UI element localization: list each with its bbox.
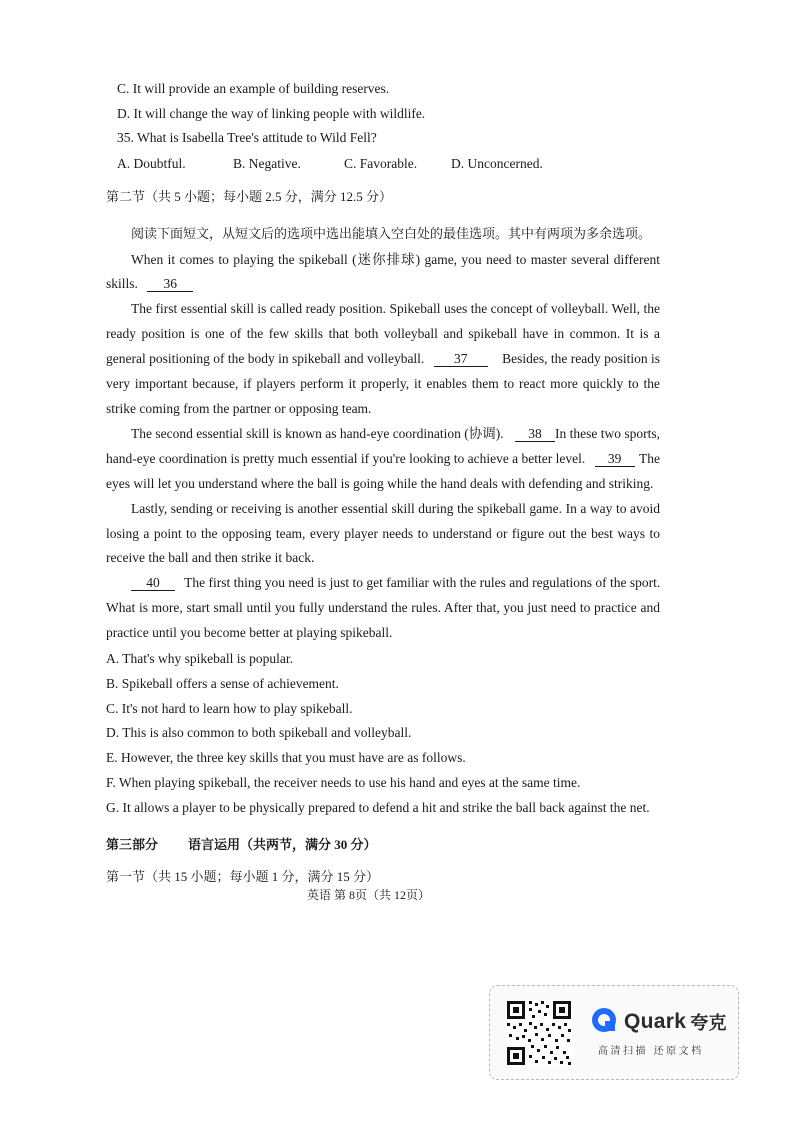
para2-line5: strike coming from the partner or opposing team. — [106, 401, 372, 416]
para2-line3-end: Besides, the ready position is — [502, 351, 660, 366]
blank-40: 40 — [131, 575, 175, 591]
para5-line3: practice until you become better at playing spikeball. — [106, 625, 393, 640]
quark-logo-icon — [590, 1006, 618, 1039]
para4-line2: losing a point to the opposing team, every player needs to understand or figure out the best ways to — [106, 526, 660, 541]
para2-line1: The first essential skill is called ready position. Spikeball uses the concept of volleyball. Well, the — [131, 301, 660, 316]
quark-tagline: 高清扫描 还原文档 — [598, 1046, 704, 1057]
option-e: E. However, the three key skills that you must have are as follows. — [106, 750, 466, 765]
option-c: C. It's not hard to learn how to play spikeball. — [106, 701, 353, 716]
para4-line3: receive the ball and then strike it back. — [106, 550, 315, 565]
option-b: B. Spikeball offers a sense of achievement. — [106, 676, 339, 691]
para5-line1 — [131, 574, 660, 592]
para5-line2: What is more, start small until you fully understand the rules. After that, you just need to practice and — [106, 600, 660, 615]
section-2-heading: 第二节（共 5 小题；每小题 2.5 分，满分 12.5 分） — [106, 189, 393, 204]
para2-line4: very important because, if players perform it properly, it enables them to react more quickly to the — [106, 376, 660, 391]
para3-line1-start: The second essential skill is known as hand-eye coordination (协调). — [131, 426, 504, 441]
blank-37: 37 — [434, 351, 488, 367]
instructions: 阅读下面短文，从短文后的选项中选出能填入空白处的最佳选项。其中有两项为多余选项。 — [131, 226, 652, 241]
para1-text: skills. — [106, 276, 138, 291]
quark-scan-badge — [489, 985, 739, 1080]
para3-line2-start: hand-eye coordination is pretty much essential if you're looking to achieve a better level. — [106, 451, 586, 466]
para1-line1: When it comes to playing the spikeball (迷你排球) game, you need to master several different — [131, 252, 660, 267]
para1-line2 — [106, 275, 193, 293]
option-d: D. This is also common to both spikeball and volleyball. — [106, 725, 412, 740]
option-a: A. That's why spikeball is popular. — [106, 651, 294, 666]
blank-38: 38 — [515, 426, 555, 442]
option-q34-d: D. It will change the way of linking people with wildlife. — [117, 106, 426, 121]
blank-36: 36 — [147, 276, 193, 292]
quark-brand-name: Quark — [624, 1010, 687, 1033]
part3-title: 第三部分 — [106, 837, 159, 852]
blank-39: 39 — [595, 451, 635, 467]
para4-line1: Lastly, sending or receiving is another essential skill during the spikeball game. In a way to avoid — [131, 501, 660, 516]
para3-line1-end: In these two sports, — [555, 426, 660, 441]
para3-line2 — [106, 450, 660, 468]
para3-line3: eyes will let you understand where the ball is going while the hand deals with defending and striking. — [106, 476, 654, 491]
q35-option-b: B. Negative. — [233, 156, 301, 171]
para5-line1-text: The first thing you need is just to get familiar with the rules and regulations of the sport. — [184, 575, 661, 590]
quark-brand — [590, 1006, 727, 1038]
option-g: G. It allows a player to be physically prepared to defend a hit and strike the ball back against the net. — [106, 800, 650, 815]
page-footer: 英语 第 8页（共 12页） — [307, 888, 431, 902]
q35-option-d: D. Unconcerned. — [451, 156, 543, 171]
para2-line3-start: general positioning of the body in spikeball and volleyball. — [106, 351, 425, 366]
para3-line1 — [131, 425, 660, 443]
q35-option-a: A. Doubtful. — [117, 156, 186, 171]
option-q34-c: C. It will provide an example of building reserves. — [117, 81, 390, 96]
para2-line3 — [106, 350, 660, 368]
q35-option-c: C. Favorable. — [344, 156, 418, 171]
para3-line2-end: The — [639, 451, 660, 466]
section-1-heading: 第一节（共 15 小题；每小题 1 分，满分 15 分） — [106, 869, 380, 884]
question-35: 35. What is Isabella Tree's attitude to Wild Fell? — [117, 130, 377, 145]
quark-brand-cn: 夸克 — [690, 1013, 727, 1034]
qr-code-icon — [505, 999, 573, 1067]
option-f: F. When playing spikeball, the receiver needs to use his hand and eyes at the same time. — [106, 775, 581, 790]
part3-subtitle: 语言运用（共两节，满分 30 分） — [188, 837, 377, 852]
para2-line2: ready position is one of the few skills that both volleyball and spikeball have in common. It is a — [106, 326, 660, 341]
